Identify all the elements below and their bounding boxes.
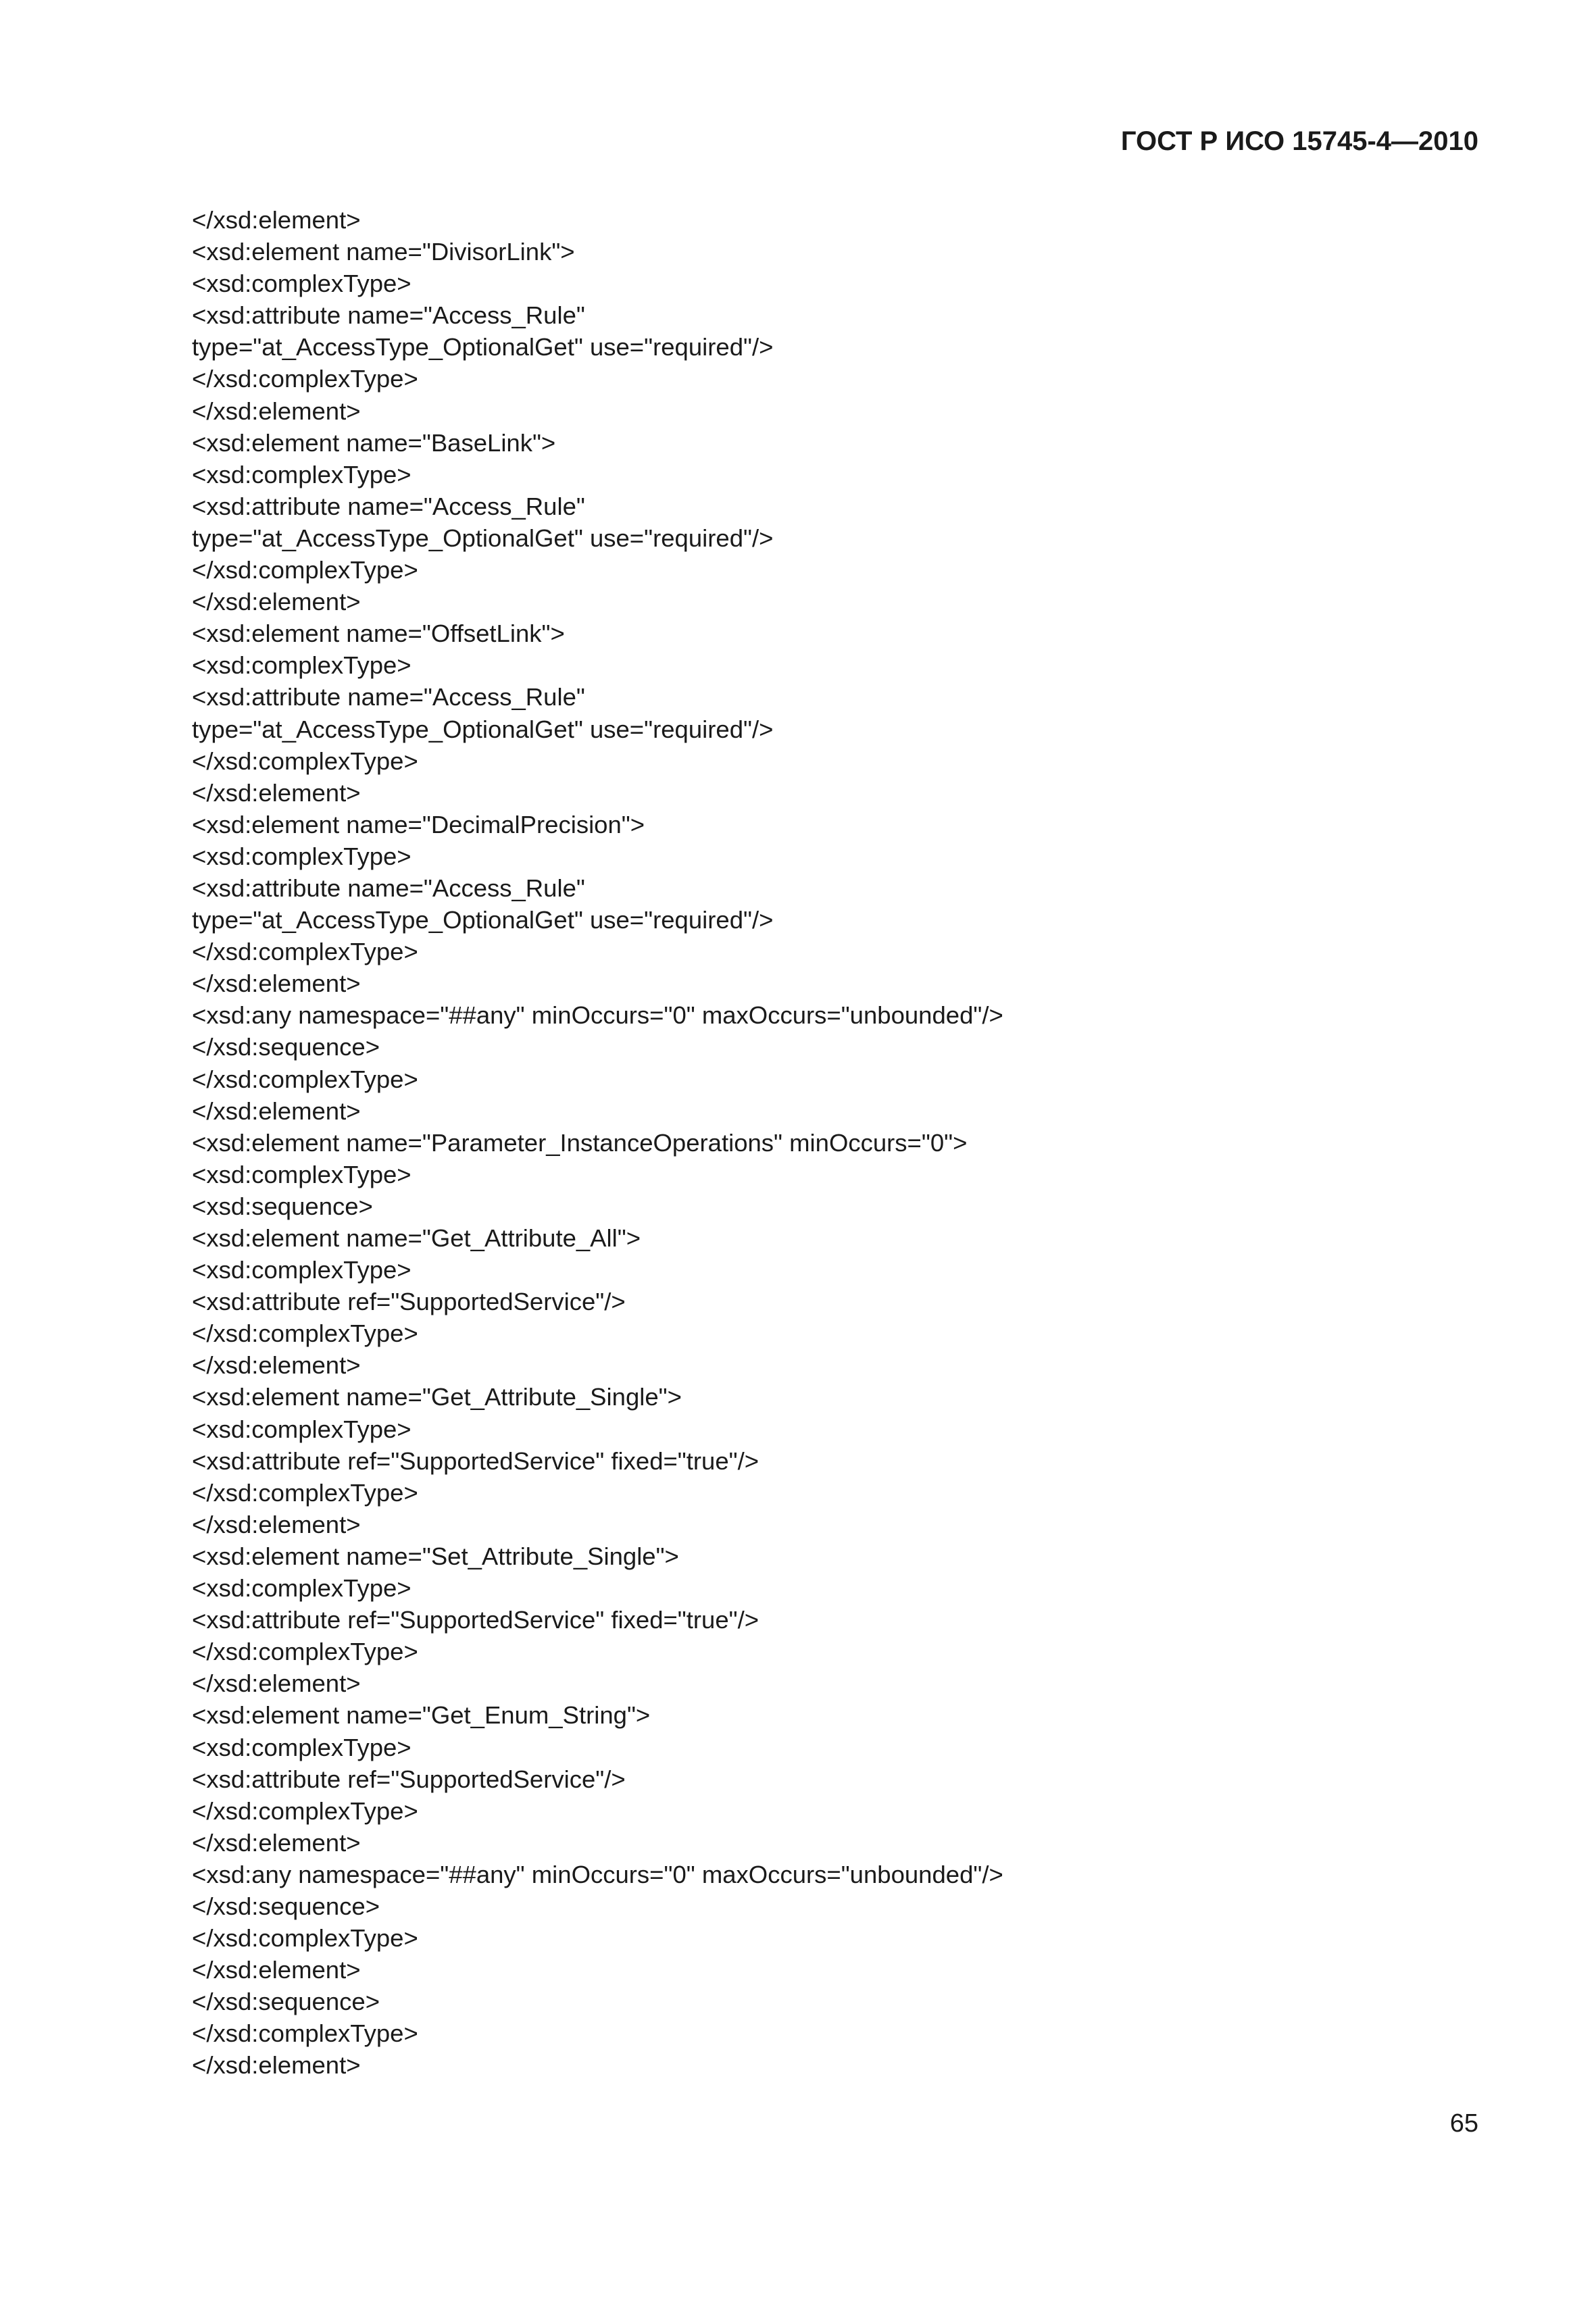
code-line: </xsd:element> — [192, 778, 361, 807]
code-line: </xsd:element> — [192, 206, 361, 234]
code-line: </xsd:element> — [192, 397, 361, 425]
code-line: <xsd:complexType> — [192, 651, 412, 680]
code-line: </xsd:element> — [192, 1097, 361, 1125]
code-line: type="at_AccessType_OptionalGet" use="required"/> — [192, 333, 774, 361]
code-line: <xsd:attribute ref="SupportedService"/> — [192, 1288, 626, 1316]
code-line: </xsd:complexType> — [192, 1638, 418, 1666]
code-line: <xsd:element name="DivisorLink"> — [192, 238, 575, 266]
code-line: <xsd:complexType> — [192, 1574, 412, 1603]
code-line: <xsd:element name="Set_Attribute_Single"> — [192, 1542, 679, 1570]
code-line: </xsd:element> — [192, 1828, 361, 1857]
code-line: <xsd:attribute ref="SupportedService"/> — [192, 1765, 626, 1793]
code-line: <xsd:attribute name="Access_Rule" — [192, 301, 585, 330]
code-line: <xsd:element name="DecimalPrecision"> — [192, 810, 645, 838]
code-line: </xsd:sequence> — [192, 1892, 380, 1920]
code-line: <xsd:any namespace="##any" minOccurs="0" maxOccurs="unbounded"/> — [192, 1001, 1003, 1030]
code-line: </xsd:complexType> — [192, 1319, 418, 1348]
code-line: </xsd:sequence> — [192, 1988, 380, 2016]
code-line: </xsd:element> — [192, 588, 361, 616]
code-line: <xsd:complexType> — [192, 1160, 412, 1188]
code-line: <xsd:complexType> — [192, 1256, 412, 1284]
code-line: <xsd:attribute ref="SupportedService" fixed="true"/> — [192, 1447, 759, 1475]
code-line: <xsd:complexType> — [192, 270, 412, 298]
code-line: <xsd:complexType> — [192, 460, 412, 488]
code-line: <xsd:element name="Parameter_InstanceOperations" minOccurs="0"> — [192, 1128, 968, 1157]
code-line: </xsd:element> — [192, 1669, 361, 1698]
code-line: <xsd:sequence> — [192, 1192, 373, 1220]
code-line: </xsd:complexType> — [192, 556, 418, 584]
page-number: 65 — [1449, 2109, 1478, 2138]
code-line: </xsd:element> — [192, 970, 361, 998]
code-line: <xsd:complexType> — [192, 1733, 412, 1761]
standard-header: ГОСТ Р ИСО 15745-4—2010 — [1120, 126, 1478, 156]
code-line: </xsd:element> — [192, 1351, 361, 1380]
code-line: </xsd:complexType> — [192, 365, 418, 393]
code-line: </xsd:sequence> — [192, 1033, 380, 1061]
code-line: <xsd:element name="Get_Attribute_All"> — [192, 1224, 641, 1252]
code-line: type="at_AccessType_OptionalGet" use="required"/> — [192, 906, 774, 934]
code-line: </xsd:complexType> — [192, 1924, 418, 1953]
xsd-code-block — [192, 204, 1476, 2082]
code-line: <xsd:any namespace="##any" minOccurs="0" maxOccurs="unbounded"/> — [192, 1860, 1003, 1888]
code-line: <xsd:element name="BaseLink"> — [192, 428, 556, 457]
code-line: <xsd:complexType> — [192, 1415, 412, 1443]
code-line: </xsd:complexType> — [192, 747, 418, 775]
code-line: </xsd:complexType> — [192, 1065, 418, 1093]
code-line: <xsd:element name="Get_Enum_String"> — [192, 1701, 651, 1730]
code-line: <xsd:attribute name="Access_Rule" — [192, 683, 585, 711]
code-line: </xsd:element> — [192, 2051, 361, 2080]
code-line: </xsd:complexType> — [192, 1478, 418, 1507]
code-line: </xsd:element> — [192, 1510, 361, 1538]
code-line: </xsd:element> — [192, 1956, 361, 1984]
code-line: <xsd:attribute ref="SupportedService" fixed="true"/> — [192, 1606, 759, 1634]
code-line: <xsd:complexType> — [192, 842, 412, 870]
code-line: <xsd:attribute name="Access_Rule" — [192, 492, 585, 520]
code-line: </xsd:complexType> — [192, 2019, 418, 2048]
code-line: </xsd:complexType> — [192, 938, 418, 966]
code-line: </xsd:complexType> — [192, 1796, 418, 1825]
code-line: <xsd:element name="OffsetLink"> — [192, 620, 565, 648]
code-line: <xsd:attribute name="Access_Rule" — [192, 874, 585, 902]
code-line: <xsd:element name="Get_Attribute_Single"> — [192, 1383, 682, 1411]
code-line: type="at_AccessType_OptionalGet" use="required"/> — [192, 715, 774, 743]
code-line: type="at_AccessType_OptionalGet" use="required"/> — [192, 524, 774, 552]
